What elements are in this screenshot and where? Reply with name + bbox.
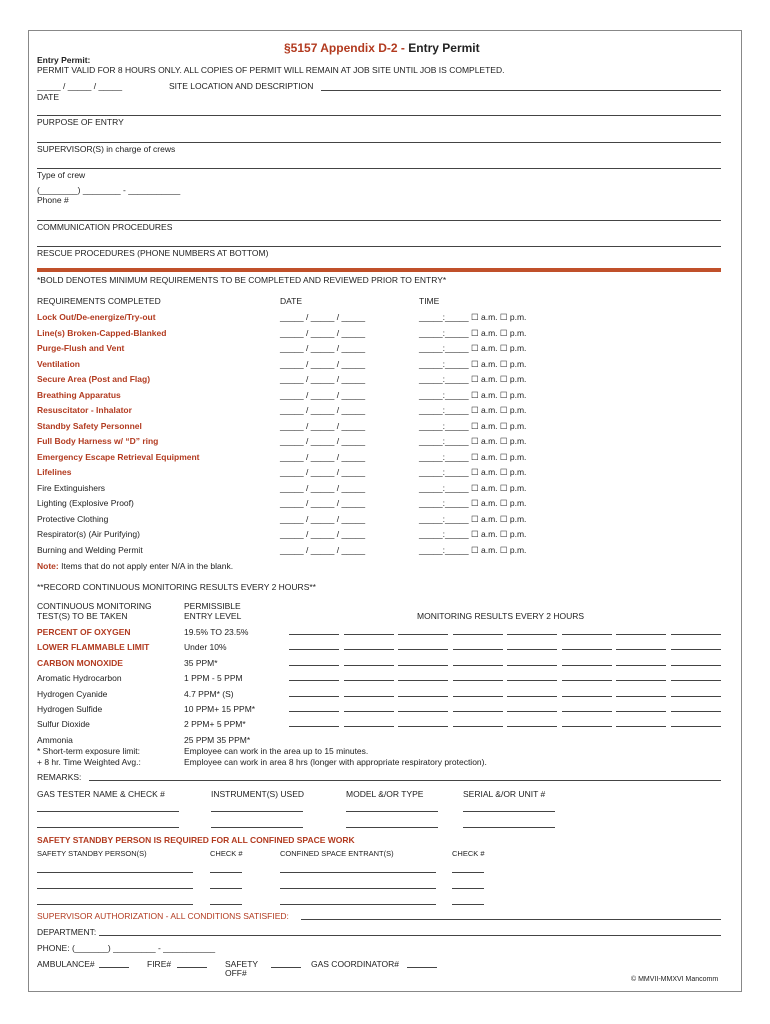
monitoring-result-field[interactable]	[671, 634, 721, 635]
requirement-date-blank[interactable]: _____ / _____ / _____	[280, 467, 366, 477]
monitoring-result-field[interactable]	[671, 696, 721, 697]
serial-line[interactable]	[463, 811, 555, 812]
requirement-time-blank[interactable]: _____:_____ ☐ a.m. ☐ p.m.	[419, 405, 527, 415]
col-test-1: CONTINUOUS MONITORING	[37, 601, 152, 611]
monitoring-result-field[interactable]	[453, 649, 503, 650]
monitoring-result-field[interactable]	[344, 649, 394, 650]
monitoring-result-field[interactable]	[671, 726, 721, 727]
requirement-date-blank[interactable]: _____ / _____ / _____	[280, 513, 366, 524]
requirement-label: Emergency Escape Retrieval Equipment	[37, 451, 200, 462]
serial-line[interactable]	[463, 827, 555, 828]
monitoring-test-name: Hydrogen Sulfide	[37, 704, 103, 714]
requirement-label: Protective Clothing	[37, 513, 109, 524]
requirement-time-blank[interactable]: _____:_____ ☐ a.m. ☐ p.m.	[419, 420, 527, 431]
requirement-label: Line(s) Broken-Capped-Blanked	[37, 327, 167, 338]
phone-blank[interactable]: (________) ________ - ___________	[37, 185, 181, 195]
gas-tester-line[interactable]	[37, 827, 179, 828]
remarks-line[interactable]	[89, 780, 721, 781]
crew-label: Type of crew	[37, 170, 86, 180]
requirement-date-blank[interactable]: _____ / _____ / _____	[280, 389, 366, 400]
monitoring-result-field[interactable]	[616, 726, 666, 727]
monitoring-result-field[interactable]	[671, 711, 721, 712]
instrument-line[interactable]	[211, 811, 303, 812]
monitoring-result-field[interactable]	[616, 665, 666, 666]
requirement-date-blank[interactable]: _____ / _____ / _____	[280, 312, 366, 322]
monitoring-result-field[interactable]	[671, 665, 721, 666]
monitoring-test-name: Ammonia	[37, 734, 73, 745]
monitoring-result-field[interactable]	[507, 665, 557, 666]
department-label: DEPARTMENT:	[37, 927, 97, 937]
monitoring-result-field[interactable]	[344, 634, 394, 635]
requirement-time-blank[interactable]: _____:_____ ☐ a.m. ☐ p.m.	[419, 467, 527, 477]
monitoring-result-field[interactable]	[507, 726, 557, 727]
col-instrument: INSTRUMENT(S) USED	[211, 789, 305, 799]
permit-notice: PERMIT VALID FOR 8 HOURS ONLY. ALL COPIES OF PERMIT WILL REMAIN AT JOB SITE UNTIL JOB IS COMPLETED.	[37, 65, 505, 75]
monitoring-result-field[interactable]	[398, 726, 448, 727]
title-text: Entry Permit	[408, 41, 480, 55]
requirement-label: Lock Out/De-energize/Try-out	[37, 312, 156, 322]
monitoring-result-field[interactable]	[507, 680, 557, 681]
standby-person-field[interactable]	[37, 888, 193, 889]
supervisor-line[interactable]	[37, 142, 721, 143]
note-text: Items that do not apply enter N/A in the blank.	[61, 561, 234, 571]
section-divider	[37, 268, 721, 272]
monitoring-test-name: PERCENT OF OXYGEN	[37, 627, 131, 637]
monitoring-result-field[interactable]	[453, 680, 503, 681]
rescue-line[interactable]	[37, 246, 721, 247]
permit-form	[28, 30, 742, 992]
monitoring-result-field[interactable]	[344, 665, 394, 666]
entrant-field[interactable]	[280, 904, 436, 905]
monitoring-result-field[interactable]	[289, 711, 339, 712]
monitoring-result-field[interactable]	[398, 665, 448, 666]
safety-label-1: SAFETY	[225, 959, 259, 969]
supervisor-auth: SUPERVISOR AUTHORIZATION - ALL CONDITIONS SATISFIED:	[37, 911, 289, 921]
monitoring-result-field[interactable]	[562, 680, 612, 681]
monitoring-result-field[interactable]	[671, 649, 721, 650]
requirement-label: Respirator(s) (Air Purifying)	[37, 529, 140, 539]
monitoring-result-field[interactable]	[289, 680, 339, 681]
monitoring-entry-level: 35 PPM*	[184, 657, 218, 668]
requirement-date-blank[interactable]: _____ / _____ / _____	[280, 498, 366, 508]
monitoring-result-field[interactable]	[344, 711, 394, 712]
gas-coordinator-line[interactable]	[407, 967, 437, 968]
entrant-check-field[interactable]	[452, 872, 484, 873]
comm-line[interactable]	[37, 220, 721, 221]
monitoring-result-field[interactable]	[507, 711, 557, 712]
requirement-time-blank[interactable]: _____:_____ ☐ a.m. ☐ p.m.	[419, 451, 527, 462]
fire-label: FIRE#	[147, 959, 172, 969]
monitoring-result-field[interactable]	[453, 726, 503, 727]
requirement-date-blank[interactable]: _____ / _____ / _____	[280, 529, 366, 539]
col-check-1: CHECK #	[210, 849, 243, 858]
rescue-label: RESCUE PROCEDURES (PHONE NUMBERS AT BOTTOM)	[37, 248, 269, 258]
short-term-label: * Short-term exposure limit:	[37, 746, 140, 756]
monitoring-result-field[interactable]	[453, 665, 503, 666]
col-results: MONITORING RESULTS EVERY 2 HOURS	[417, 611, 585, 621]
requirement-date-blank[interactable]: _____ / _____ / _____	[280, 374, 366, 384]
note-label: Note:	[37, 561, 59, 571]
entrant-check-field[interactable]	[452, 904, 484, 905]
requirement-label: Breathing Apparatus	[37, 389, 121, 400]
twa-label: + 8 hr. Time Weighted Avg.:	[37, 757, 141, 767]
standby-person-field[interactable]	[37, 904, 193, 905]
monitoring-result-field[interactable]	[562, 726, 612, 727]
monitoring-result-field[interactable]	[289, 696, 339, 697]
copyright: © MMVII-MMXVI Mancomm	[631, 976, 719, 983]
ambulance-label: AMBULANCE#	[37, 959, 95, 969]
monitoring-result-field[interactable]	[344, 726, 394, 727]
monitoring-test-name: CARBON MONOXIDE	[37, 657, 123, 668]
standby-heading: SAFETY STANDBY PERSON IS REQUIRED FOR ALL CONFINED SPACE WORK	[37, 835, 355, 845]
remarks-label: REMARKS:	[37, 772, 82, 782]
monitoring-entry-level: 1 PPM - 5 PPM	[184, 673, 243, 684]
standby-person-field[interactable]	[37, 872, 193, 873]
col-check-2: CHECK #	[452, 849, 485, 858]
requirement-date-blank[interactable]: _____ / _____ / _____	[280, 451, 366, 462]
standby-check-field[interactable]	[210, 888, 242, 889]
supervisor-auth-line[interactable]	[301, 919, 721, 920]
col-level-2: ENTRY LEVEL	[184, 611, 242, 621]
site-line[interactable]	[321, 90, 721, 91]
monitoring-result-field[interactable]	[289, 726, 339, 727]
col-gas-tester: GAS TESTER NAME & CHECK #	[37, 789, 165, 799]
monitoring-result-field[interactable]	[398, 696, 448, 697]
requirement-date-blank[interactable]: _____ / _____ / _____	[280, 420, 366, 431]
monitoring-result-field[interactable]	[507, 634, 557, 635]
requirement-date-blank[interactable]: _____ / _____ / _____	[280, 436, 366, 446]
requirement-time-blank[interactable]: _____:_____ ☐ a.m. ☐ p.m.	[419, 343, 527, 353]
date-label: DATE	[37, 92, 60, 102]
purpose-label: PURPOSE OF ENTRY	[37, 117, 124, 127]
col-entrant: CONFINED SPACE ENTRANT(S)	[280, 849, 394, 858]
requirement-label: Burning and Welding Permit	[37, 544, 143, 555]
safety-line[interactable]	[271, 967, 301, 968]
monitoring-result-field[interactable]	[562, 649, 612, 650]
purpose-line[interactable]	[37, 115, 721, 116]
col-serial: SERIAL &/OR UNIT #	[463, 789, 546, 799]
requirement-time-blank[interactable]: _____:_____ ☐ a.m. ☐ p.m.	[419, 312, 527, 322]
model-line[interactable]	[346, 827, 438, 828]
comm-label: COMMUNICATION PROCEDURES	[37, 222, 173, 232]
requirement-time-blank[interactable]: _____:_____ ☐ a.m. ☐ p.m.	[419, 529, 527, 539]
monitoring-result-field[interactable]	[453, 711, 503, 712]
monitoring-entry-level: 10 PPM+ 15 PPM*	[184, 704, 256, 714]
requirement-label: Full Body Harness w/ “D” ring	[37, 436, 159, 446]
note	[37, 561, 233, 571]
gas-tester-line[interactable]	[37, 811, 179, 812]
requirement-date-blank[interactable]: _____ / _____ / _____	[280, 405, 366, 415]
requirement-label: Purge-Flush and Vent	[37, 343, 125, 353]
monitoring-result-field[interactable]	[398, 711, 448, 712]
entry-permit-label: Entry Permit:	[37, 55, 91, 65]
monitoring-result-field[interactable]	[562, 696, 612, 697]
monitoring-entry-level: 19.5% TO 23.5%	[184, 627, 249, 637]
monitoring-entry-level: 4.7 PPM* (S)	[184, 688, 234, 699]
monitoring-entry-level: 25 PPM 35 PPM*	[184, 734, 251, 745]
monitoring-result-field[interactable]	[562, 634, 612, 635]
col-date: DATE	[280, 296, 303, 306]
supervisor-label: SUPERVISOR(S) in charge of crews	[37, 144, 176, 154]
requirement-time-blank[interactable]: _____:_____ ☐ a.m. ☐ p.m.	[419, 327, 527, 338]
standby-check-field[interactable]	[210, 872, 242, 873]
page-title	[284, 41, 480, 55]
monitoring-result-field[interactable]	[344, 680, 394, 681]
monitoring-result-field[interactable]	[289, 665, 339, 666]
standby-check-field[interactable]	[210, 904, 242, 905]
entrant-check-field[interactable]	[452, 888, 484, 889]
fire-line[interactable]	[177, 967, 207, 968]
monitoring-result-field[interactable]	[289, 649, 339, 650]
model-line[interactable]	[346, 811, 438, 812]
department-line[interactable]	[99, 935, 721, 936]
requirement-date-blank[interactable]: _____ / _____ / _____	[280, 482, 366, 493]
monitoring-entry-level: Under 10%	[184, 642, 227, 653]
col-test-2: TEST(S) TO BE TAKEN	[37, 611, 128, 621]
entrant-field[interactable]	[280, 888, 436, 889]
title-section: §5157 Appendix D-2 -	[284, 41, 409, 55]
instrument-line[interactable]	[211, 827, 303, 828]
monitoring-result-field[interactable]	[398, 680, 448, 681]
requirement-label: Lifelines	[37, 467, 72, 477]
monitoring-result-field[interactable]	[616, 680, 666, 681]
col-model: MODEL &/OR TYPE	[346, 789, 424, 799]
requirement-time-blank[interactable]: _____:_____ ☐ a.m. ☐ p.m.	[419, 389, 527, 400]
ambulance-line[interactable]	[99, 967, 129, 968]
short-term-text: Employee can work in the area up to 15 minutes.	[184, 746, 369, 756]
requirement-label: Fire Extinguishers	[37, 482, 106, 493]
monitoring-result-field[interactable]	[344, 696, 394, 697]
requirement-label: Secure Area (Post and Flag)	[37, 374, 151, 384]
bold-note: *BOLD DENOTES MINIMUM REQUIREMENTS TO BE COMPLETED AND REVIEWED PRIOR TO ENTRY*	[37, 275, 447, 285]
monitoring-result-field[interactable]	[671, 680, 721, 681]
requirement-date-blank[interactable]: _____ / _____ / _____	[280, 327, 366, 338]
requirement-date-blank[interactable]: _____ / _____ / _____	[280, 544, 366, 555]
crew-line[interactable]	[37, 168, 721, 169]
requirement-time-blank[interactable]: _____:_____ ☐ a.m. ☐ p.m.	[419, 358, 527, 369]
monitoring-test-name: Sulfur Dioxide	[37, 719, 90, 730]
requirement-date-blank[interactable]: _____ / _____ / _____	[280, 358, 366, 369]
monitoring-result-field[interactable]	[616, 634, 666, 635]
monitoring-test-name: LOWER FLAMMABLE LIMIT	[37, 642, 150, 653]
col-standby-person: SAFETY STANDBY PERSON(S)	[37, 849, 147, 858]
requirement-time-blank[interactable]: _____:_____ ☐ a.m. ☐ p.m.	[419, 513, 527, 524]
monitoring-result-field[interactable]	[289, 634, 339, 635]
requirement-time-blank[interactable]: _____:_____ ☐ a.m. ☐ p.m.	[419, 482, 527, 493]
requirement-label: Lighting (Explosive Proof)	[37, 498, 134, 508]
monitoring-result-field[interactable]	[507, 696, 557, 697]
record-note: **RECORD CONTINUOUS MONITORING RESULTS EVERY 2 HOURS**	[37, 582, 316, 592]
col-time: TIME	[419, 296, 440, 306]
twa-text: Employee can work in area 8 hrs (longer with appropriate respiratory protection).	[184, 757, 487, 767]
monitoring-result-field[interactable]	[562, 711, 612, 712]
monitoring-result-field[interactable]	[616, 711, 666, 712]
monitoring-result-field[interactable]	[562, 665, 612, 666]
monitoring-result-field[interactable]	[453, 634, 503, 635]
safety-label-2: OFF#	[225, 968, 247, 978]
monitoring-entry-level: 2 PPM+ 5 PPM*	[184, 719, 246, 730]
entrant-field[interactable]	[280, 872, 436, 873]
monitoring-test-name: Hydrogen Cyanide	[37, 688, 108, 699]
monitoring-result-field[interactable]	[616, 649, 666, 650]
requirement-time-blank[interactable]: _____:_____ ☐ a.m. ☐ p.m.	[419, 374, 527, 384]
phone-label: Phone #	[37, 195, 69, 205]
col-level-1: PERMISSIBLE	[184, 601, 241, 611]
date-blank[interactable]: _____ / _____ / _____	[37, 81, 123, 91]
site-label: SITE LOCATION AND DESCRIPTION	[169, 81, 314, 91]
requirement-time-blank[interactable]: _____:_____ ☐ a.m. ☐ p.m.	[419, 544, 527, 555]
requirement-time-blank[interactable]: _____:_____ ☐ a.m. ☐ p.m.	[419, 436, 527, 446]
monitoring-result-field[interactable]	[453, 696, 503, 697]
monitoring-result-field[interactable]	[616, 696, 666, 697]
monitoring-test-name: Aromatic Hydrocarbon	[37, 673, 122, 684]
requirement-label: Ventilation	[37, 358, 80, 369]
gas-coordinator-label: GAS COORDINATOR#	[311, 959, 400, 969]
requirement-label: Resuscitator - Inhalator	[37, 405, 132, 415]
monitoring-result-field[interactable]	[398, 634, 448, 635]
monitoring-result-field[interactable]	[507, 649, 557, 650]
col-requirements: REQUIREMENTS COMPLETED	[37, 296, 161, 306]
phone-footer[interactable]: PHONE: (_______) _________ - ___________	[37, 943, 216, 953]
requirement-date-blank[interactable]: _____ / _____ / _____	[280, 343, 366, 353]
monitoring-result-field[interactable]	[398, 649, 448, 650]
requirement-label: Standby Safety Personnel	[37, 420, 142, 431]
requirement-time-blank[interactable]: _____:_____ ☐ a.m. ☐ p.m.	[419, 498, 527, 508]
